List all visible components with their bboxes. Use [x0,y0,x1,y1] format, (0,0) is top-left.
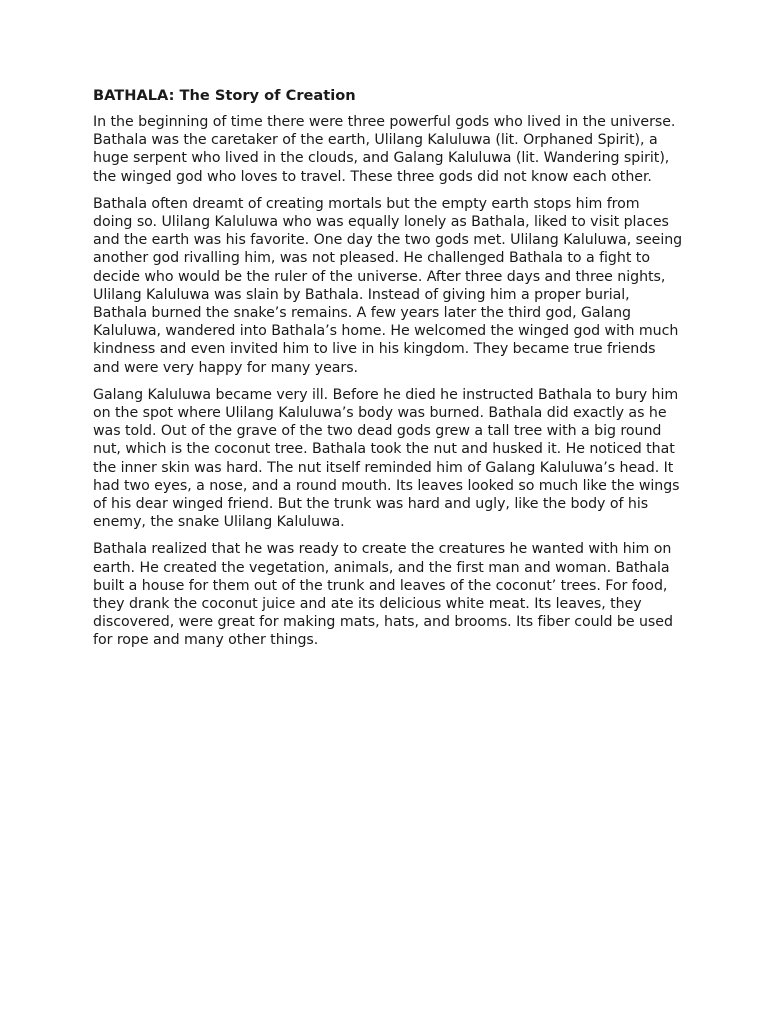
document-title: BATHALA: The Story of Creation [93,87,356,104]
paragraph-4: Bathala realized that he was ready to create the creatures he wanted with him on earth. He created the vegetation, animals, and the first man and woman. Bathala built a house for them out of the trunk and leaves of the coconut’ trees. For food, they drank the coconut juice and ate its delicious white meat. Its leaves, they discovered, were great for making mats, hats, and brooms. Its fiber could be used for rope and many other things. [93,541,673,649]
paragraph-2: Bathala often dreamt of creating mortals but the empty earth stops him from doing so. Ulilang Kaluluwa who was equally lonely as Bathala, liked to visit places and the earth was his favorite. One day the two gods met. Ulilang Kaluluwa, seeing another god rivalling him, was not pleased. He challenged Bathala to a fight to decide who would be the ruler of the universe. After three days and three nights, Ulilang Kaluluwa was slain by Bathala. Instead of giving him a proper burial, Bathala burned the snake’s remains. A few years later the third god, Galang Kaluluwa, wandered into Bathala’s home. He welcomed the winged god with much kindness and even invited him to live in his kingdom. They became true friends and were very happy for many years. [93,195,683,376]
paragraph-3: Galang Kaluluwa became very ill. Before he died he instructed Bathala to bury him on the spot where Ulilang Kaluluwa’s body was burned. Bathala did exactly as he was told. Out of the grave of the two dead gods grew a tall tree with a big round nut, which is the coconut tree. Bathala took the nut and husked it. He noticed that the inner skin was hard. The nut itself reminded him of Galang Kaluluwa’s head. It had two eyes, a nose, and a round mouth. Its leaves looked so much like the wings of his dear winged friend. But the trunk was hard and ugly, like the body of his enemy, the snake Ulilang Kaluluwa. [93,386,680,531]
document-page [93,87,683,659]
paragraph-1: In the beginning of time there were three powerful gods who lived in the universe. Bathala was the caretaker of the earth, Ulilang Kaluluwa (lit. Orphaned Spirit), a huge serpent who lived in the clouds, and Galang Kaluluwa (lit. Wandering spirit), the winged god who loves to travel. These three gods did not know each other. [93,114,676,185]
